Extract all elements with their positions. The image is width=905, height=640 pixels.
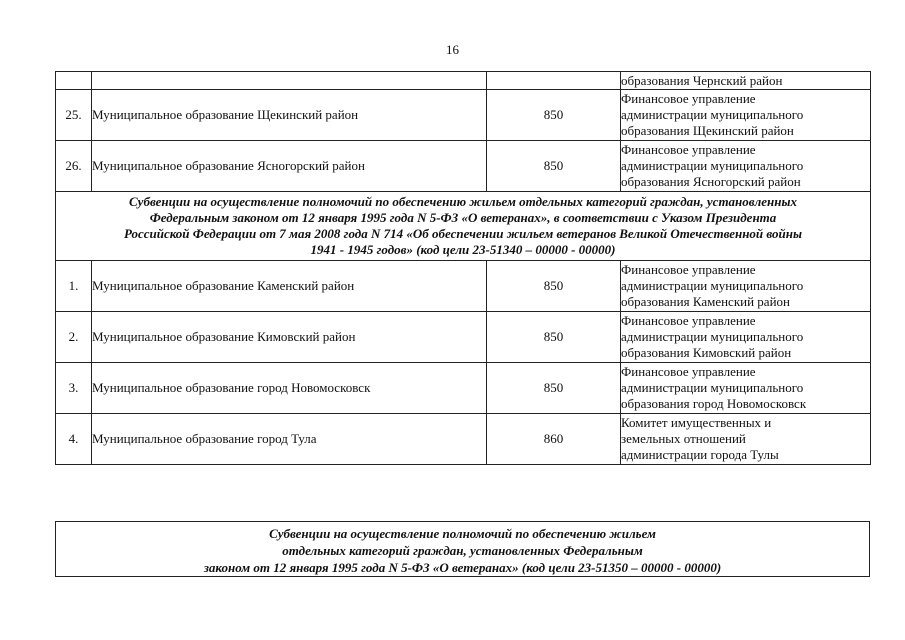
section-header-line: Субвенции на осуществление полномочий по обеспечению жильем отдельных категорий граждан, установленных (129, 194, 797, 209)
org-line: образования Ясногорский район (621, 174, 801, 189)
municipality-name: Муниципальное образование Каменский район (92, 261, 487, 312)
org-cell (621, 363, 871, 414)
section-header-line: Федеральным законом от 12 января 1995 года N 5-ФЗ «О ветеранах», в соответствии с Указом Президента (149, 210, 777, 225)
org-line: администрации муниципального (621, 278, 804, 293)
section-header (56, 192, 871, 261)
org-line: администрации муниципального (621, 329, 804, 344)
subsidy-table (55, 71, 871, 465)
org-line: образования Щекинский район (621, 123, 794, 138)
org-line: образования город Новомосковск (621, 396, 807, 411)
row-number: 3. (56, 363, 92, 414)
box-header-line: отдельных категорий граждан, установленных Федеральным (282, 543, 643, 558)
amount-value: 850 (487, 261, 621, 312)
org-line: администрации города Тулы (621, 447, 779, 462)
org-line: Финансовое управление (621, 262, 756, 277)
municipality-name: Муниципальное образование город Тула (92, 414, 487, 465)
org-cell (621, 312, 871, 363)
org-line: Финансовое управление (621, 313, 756, 328)
org-line: администрации муниципального (621, 380, 804, 395)
box-header-line: законом от 12 января 1995 года N 5-ФЗ «О ветеранах» (код цели 23-51350 – 00000 - 00000) (203, 560, 722, 575)
table-row (56, 414, 871, 465)
org-cell (621, 141, 871, 192)
org-line: администрации муниципального (621, 158, 804, 173)
org-line: Финансовое управление (621, 142, 756, 157)
municipality-name: Муниципальное образование город Новомосковск (92, 363, 487, 414)
municipality-name: Муниципальное образование Щекинский район (92, 90, 487, 141)
org-cell (621, 90, 871, 141)
name-cell (92, 72, 487, 90)
table-row (56, 261, 871, 312)
section-header-row (56, 192, 871, 261)
org-line: образования Каменский район (621, 294, 790, 309)
org-line: образования Кимовский район (621, 345, 792, 360)
section-header-line: 1941 - 1945 годов» (код цели 23-51340 – 00000 - 00000) (310, 242, 616, 257)
table-row (56, 90, 871, 141)
box-header-line: Субвенции на осуществление полномочий по обеспечению жильем (269, 526, 656, 541)
org-line: земельных отношений (621, 431, 746, 446)
table-row (56, 141, 871, 192)
municipality-name: Муниципальное образование Кимовский район (92, 312, 487, 363)
org-line: Финансовое управление (621, 364, 756, 379)
org-cell (621, 414, 871, 465)
table-row (56, 363, 871, 414)
amount-value: 850 (487, 312, 621, 363)
next-section-header (55, 521, 870, 577)
amount-value: 860 (487, 414, 621, 465)
table-row (56, 312, 871, 363)
row-number: 4. (56, 414, 92, 465)
page-number: 16 (446, 42, 459, 57)
org-line: Комитет имущественных и (621, 415, 772, 430)
amount-value: 850 (487, 363, 621, 414)
org-cell (621, 261, 871, 312)
row-number: 1. (56, 261, 92, 312)
amount-value: 850 (487, 90, 621, 141)
row-number: 2. (56, 312, 92, 363)
org-line: Финансовое управление (621, 91, 756, 106)
amount-cell (487, 72, 621, 90)
table-row (56, 72, 871, 90)
municipality-name: Муниципальное образование Ясногорский район (92, 141, 487, 192)
row-number: 25. (56, 90, 92, 141)
row-number: 26. (56, 141, 92, 192)
org-line: администрации муниципального (621, 107, 804, 122)
section-header-line: Российской Федерации от 7 мая 2008 года N 714 «Об обеспечении жильем ветеранов Великой Отечественной войны (123, 226, 803, 241)
num-cell (56, 72, 92, 90)
amount-value: 850 (487, 141, 621, 192)
org-cell: образования Чернский район (621, 72, 871, 90)
